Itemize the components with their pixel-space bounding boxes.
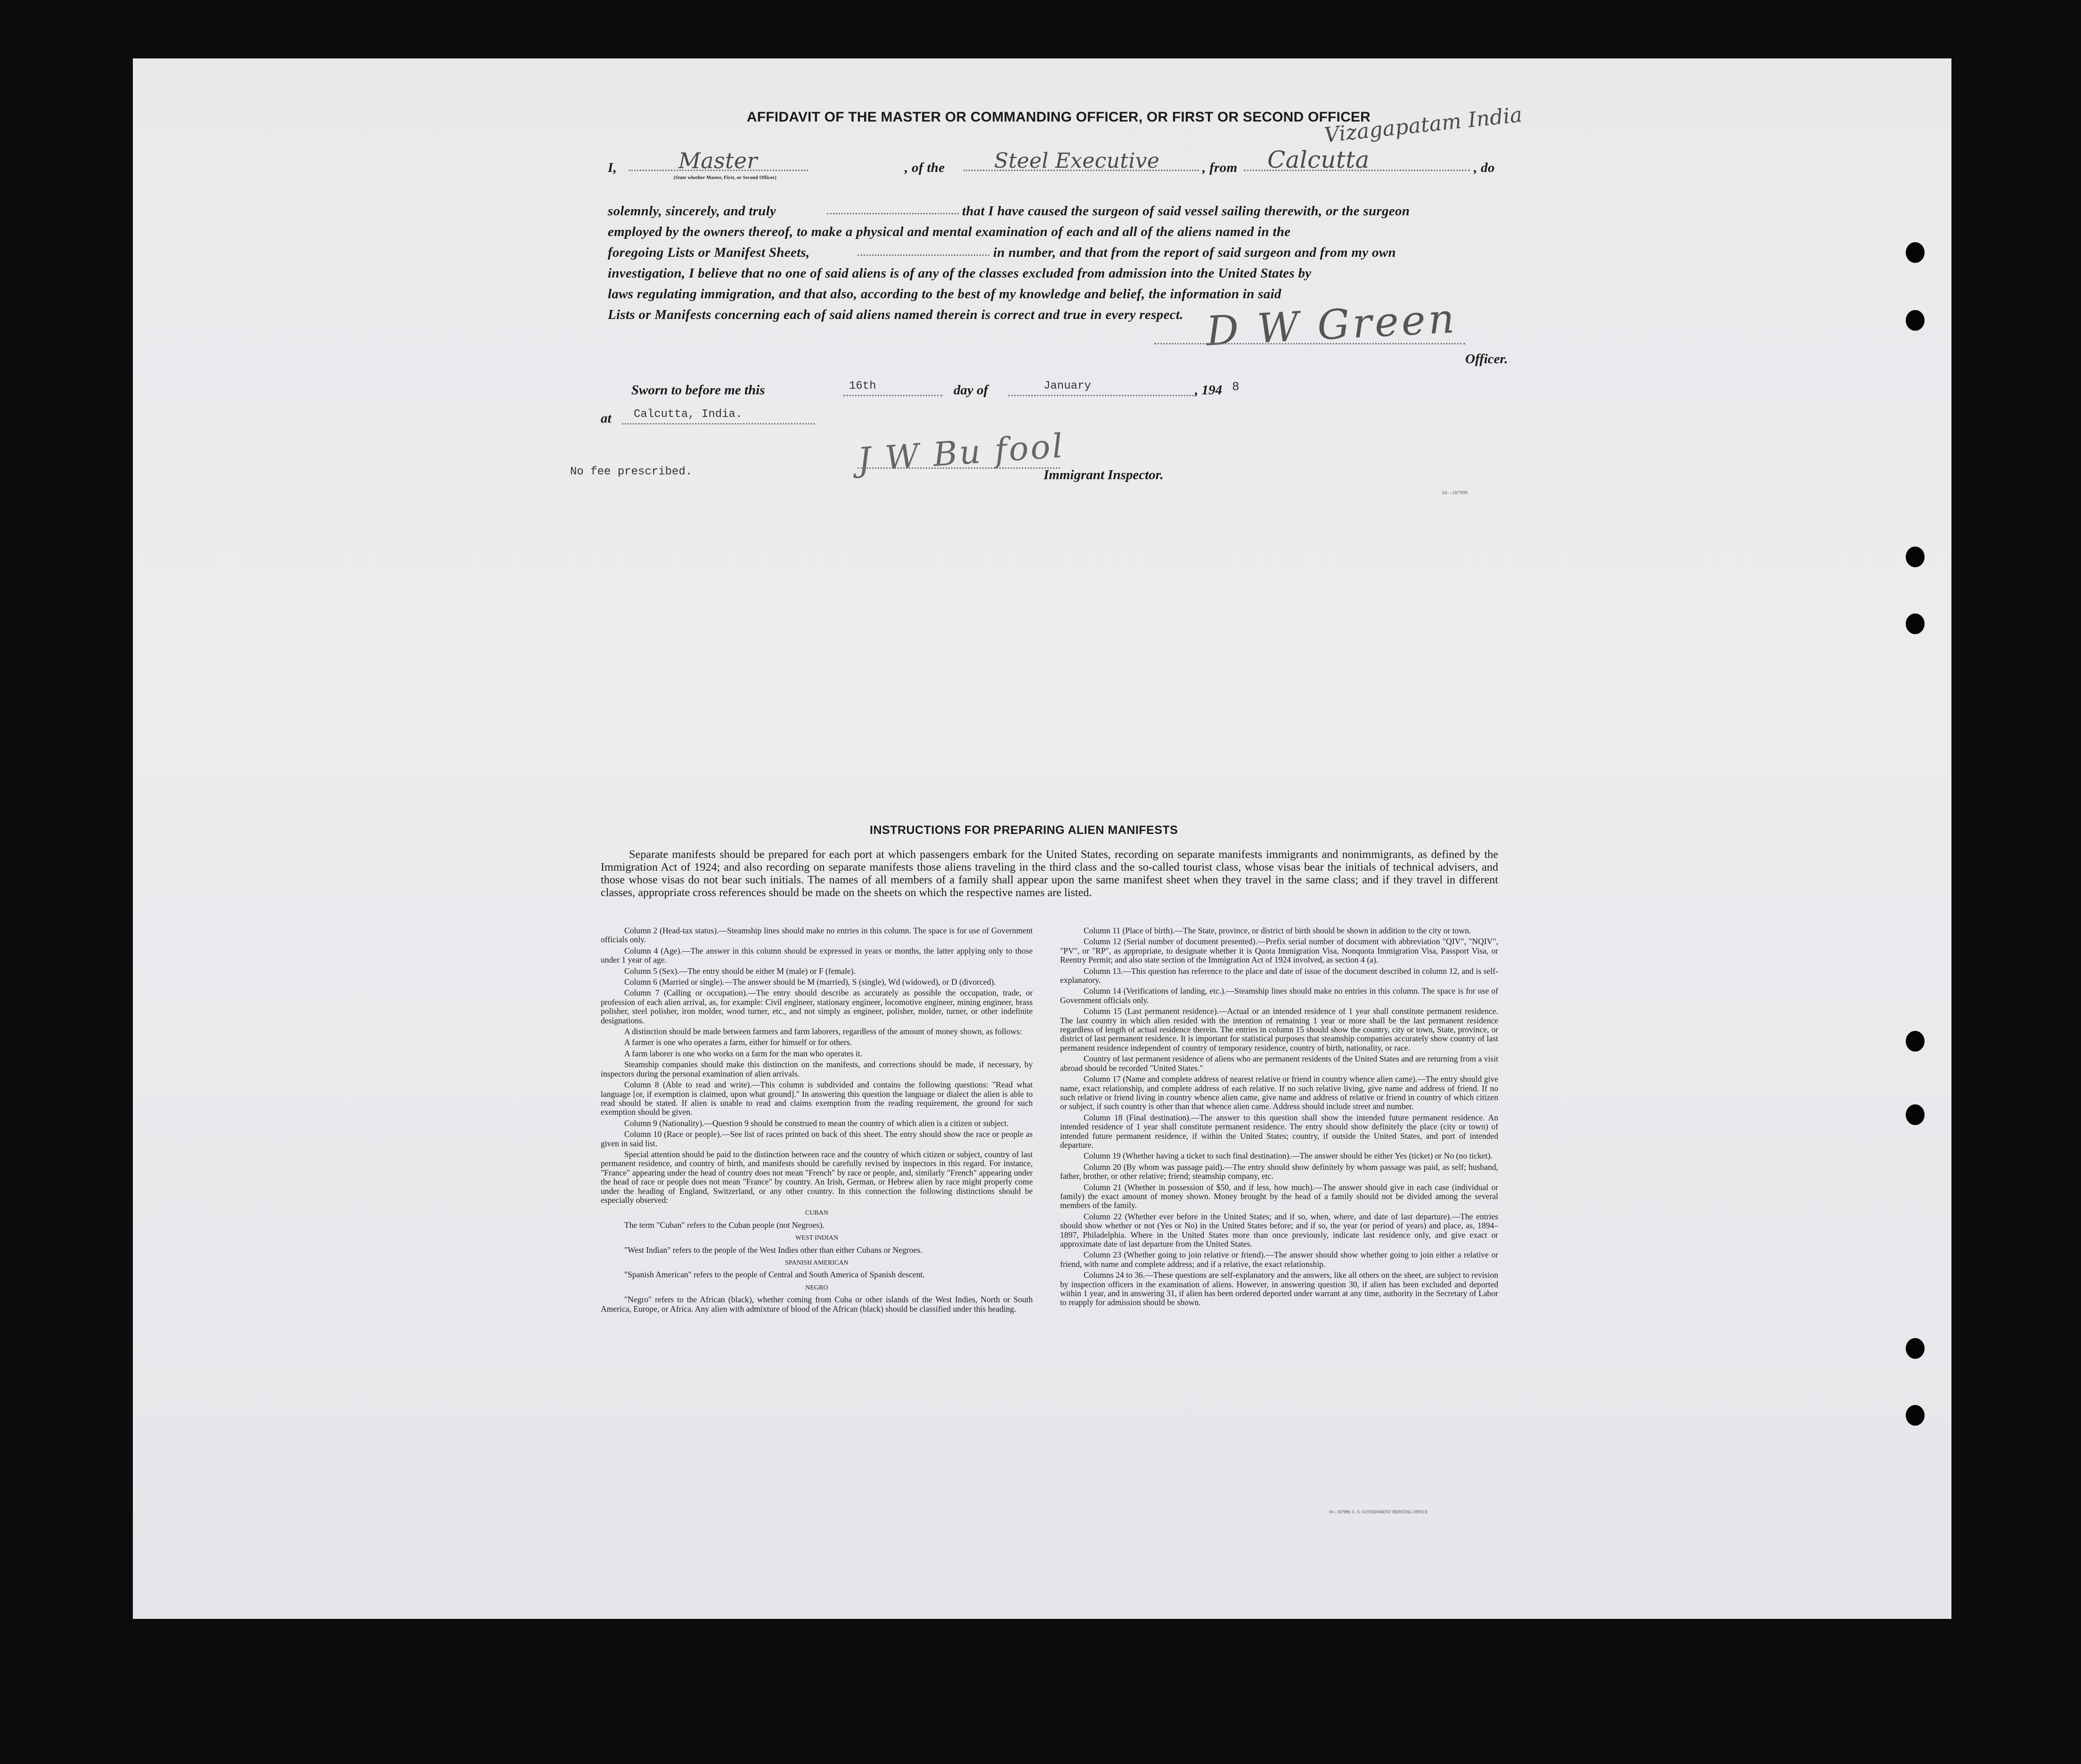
- inspector-label: Immigrant Inspector.: [1044, 467, 1164, 482]
- instruction-paragraph: A farm laborer is one who works on a farm for the man who operates it.: [624, 1048, 863, 1058]
- instructions-right-column: [1060, 926, 1498, 1309]
- instructions-title: INSTRUCTIONS FOR PREPARING ALIEN MANIFESTS: [870, 824, 1178, 837]
- port-value: Calcutta: [1267, 146, 1370, 173]
- binder-hole: [1906, 1031, 1925, 1052]
- instruction-paragraph: Column 6 (Married or single).—The answer should be M (married), S (single), Wd (widowed), or D (divorced).: [624, 977, 996, 987]
- form-number: 10—187999: [1442, 490, 1468, 496]
- heading-spanish-american: SPANISH AMERICAN: [785, 1259, 849, 1266]
- binder-hole: [1906, 1338, 1925, 1359]
- affidavit-line-6: laws regulating immigration, and that also, according to the best of my knowledge and belief, the information in said: [608, 286, 1281, 302]
- affidavit-line-7: Lists or Manifests concerning each of said aliens named therein is correct and true in every respect.: [608, 307, 1183, 322]
- officer-signature-line: [1154, 343, 1465, 344]
- instruction-paragraph: Column 21 (Whether in possession of $50, and if less, how much).—The answer should give in each case (individual or family) the exact amount of money shown. Money brought by the head of a family should not be divided among the several members of the family.: [1060, 1182, 1498, 1210]
- instruction-paragraph: Column 7 (Calling or occupation).—The entry should describe as accurately as possible the occupation, trade, or profession of each alien arrival, as, for example: Civil engineer, stationary engineer, locomotive engineer, mining engineer, brass polisher, steel polisher, iron molder, wood turner, etc., and not simply as engineer, polisher, molder, turner, or other indefinite designations.: [601, 988, 1033, 1025]
- heading-negro: NEGRO: [805, 1284, 828, 1291]
- instruction-paragraph: Column 11 (Place of birth).—The State, province, or district of birth should be shown in addition to the city or town.: [1084, 926, 1471, 935]
- instruction-paragraph: Column 15 (Last permanent residence).—Actual or an intended residence of 1 year shall constitute permanent residence. The last country in which alien resided with the intention of remaining 1 year or more shall be the last permanent residence regardless of length of actual residence therein. The entries in column 15 should show the country, city or town, State, province, or district of last permanent residence. It is important for statistical purposes that steamship companies accurately show country of last permanent residence independent of country of temporary residence, country of birth, nationality, or race.: [1060, 1006, 1498, 1053]
- sworn-day: 16th: [849, 380, 876, 392]
- instruction-paragraph: Column 10 (Race or people).—See list of races printed on back of this sheet. The entry should show the race or people as given in said list.: [601, 1129, 1033, 1148]
- instruction-paragraph: Country of last permanent residence of aliens who are permanent residents of the United States and are returning from a visit abroad should be recorded "United States.": [1060, 1054, 1498, 1073]
- instruction-paragraph: Steamship companies should make this distinction on the manifests, and corrections should be made, if necessary, by inspectors during the personal examination of alien arrivals.: [601, 1060, 1033, 1078]
- do-label: , do: [1474, 160, 1495, 175]
- instructions-left-column: [601, 926, 1033, 1315]
- binder-hole: [1906, 547, 1925, 567]
- instruction-paragraph: Columns 24 to 36.—These questions are self-explanatory and the answers, like all others on the sheet, are subject to revision by inspection officers in the examination of aliens. However, in answering question 30, if alien has been excluded and deported within 1 year, and in answering 31, if alien has been ordered deported under warrant at any time, authority in the Secretary of Labor to reapply for admission should be shown.: [1060, 1270, 1498, 1307]
- day-of-label: day of: [954, 383, 988, 398]
- instruction-paragraph: Column 12 (Serial number of document presented).—Prefix serial number of document with abbreviation "QIV", "NQIV", "PV", or "RP", as appropriate, to designate whether it is Quota Immigration Visa, Nonquota Immigration Visa, Passport Visa, or Reentry Permit; and also state section of the Immigration Act of 1924 involved, as section 4 (a).: [1060, 937, 1498, 965]
- sworn-month: January: [1044, 380, 1091, 392]
- instruction-paragraph: Column 18 (Final destination).—The answer to this question shall show the intended future permanent residence. An intended residence of 1 year shall constitute permanent residence. The entry should show definitely the place (city or town) of intended future permanent residence, if within the United States; country, if outside the United States, and port of intended departure.: [1060, 1112, 1498, 1150]
- port-added-value: Vizagapatam India: [1323, 103, 1524, 147]
- instruction-paragraph: A farmer is one who operates a farm, either for himself or for others.: [624, 1037, 852, 1047]
- place-value: Calcutta, India.: [634, 408, 743, 421]
- instructions-intro: Separate manifests should be prepared for each port at which passengers embark for the United States, recording on separate manifests immigrants and nonimmigrants, as defined by the Immigration Act of 1924; and also recording on separate manifests those aliens traveling in the third class and the so-called tourist class, whose visas bear the initials of technical advisers, and those whose visas do not bear such initials. The names of all members of a family shall appear upon the same manifest sheet when they travel in the same class; and if they travel in different classes, appropriate cross references should be made on the sheets on which the respective names are listed.: [601, 848, 1498, 899]
- instruction-paragraph: Column 5 (Sex).—The entry should be either M (male) or F (female).: [624, 966, 856, 976]
- printing-office-footer: 10—187999. U. S. GOVERNMENT PRINTING OFFICE: [1329, 1510, 1428, 1514]
- officer-signature: D W Green: [1205, 295, 1459, 355]
- instruction-paragraph: "Spanish American" refers to the people of Central and South America of Spanish descent.: [624, 1270, 925, 1280]
- of-the-label: , of the: [905, 160, 945, 175]
- instruction-paragraph: Column 13.—This question has reference to the place and date of issue of the document described in column 12, and is self-explanatory.: [1060, 966, 1498, 985]
- instruction-paragraph: Column 19 (Whether having a ticket to such final destination).—The answer should be either Yes (ticket) or No (no ticket).: [1084, 1151, 1493, 1161]
- from-label: , from: [1202, 160, 1238, 175]
- fee-note: No fee prescribed.: [570, 466, 693, 478]
- inspector-signature-line: [857, 467, 1060, 469]
- sworn-year-digit: 8: [1232, 380, 1240, 394]
- binder-hole: [1906, 242, 1925, 263]
- affidavit-title: AFFIDAVIT OF THE MASTER OR COMMANDING OFFICER, OR FIRST OR SECOND OFFICER: [747, 109, 1371, 125]
- instruction-paragraph: Column 8 (Able to read and write).—This column is subdivided and contains the following questions: "Read what language [or, if exemption is claimed, upon what ground]." In answering this question the language or dialect the alien is able to read should be stated. If alien is unable to read and claims exemption from the reading requirement, the ground for such exemption should be given.: [601, 1080, 1033, 1117]
- rank-caption: (State whether Master, First, or Second Officer): [674, 175, 777, 180]
- binder-hole: [1906, 613, 1925, 634]
- binder-hole: [1906, 1405, 1925, 1426]
- instruction-paragraph: Special attention should be paid to the distinction between race and the country of which citizen or subject, country of last permanent residence, and country of birth, and manifests should be carefully revised by inspectors in this regard. For instance, "France" appearing under the head of country does not mean "French" by race or people, and, similarly "French" appearing under the head of race or people does not mean "France" by country. An Irish, German, or Hebrew alien by race might properly come under the heading of England, Switzerland, or any other country. In this connection the following distinctions should be especially observed:: [601, 1149, 1033, 1205]
- instruction-paragraph: A distinction should be made between farmers and farm laborers, regardless of the amount of money shown, as follows:: [624, 1027, 1022, 1037]
- affidavit-line-5: investigation, I believe that no one of said aliens is of any of the classes excluded from admission into the United States by: [608, 266, 1312, 281]
- inspector-signature: J W Bu fool: [856, 426, 1066, 480]
- sworn-label: Sworn to before me this: [631, 383, 765, 398]
- instruction-paragraph: Column 9 (Nationality).—Question 9 should be construed to mean the country of which alien is a citizen or subject.: [624, 1118, 1009, 1128]
- at-label: at: [601, 411, 612, 426]
- instruction-paragraph: "Negro" refers to the African (black), whether coming from Cuba or other islands of the West Indies, North or South America, Europe, or Africa. Any alien with admixture of blood of the African (black) should be classified under this heading.: [601, 1295, 1033, 1314]
- binder-hole: [1906, 1104, 1925, 1125]
- officer-label: Officer.: [1465, 351, 1508, 367]
- rank-value: Master: [678, 148, 758, 173]
- instruction-paragraph: "West Indian" refers to the people of the West Indies other than either Cubans or Negroes.: [624, 1245, 922, 1255]
- affidavit-line-3: employed by the owners thereof, to make a physical and mental examination of each and all of the aliens named in the: [608, 224, 1291, 239]
- instruction-paragraph: Column 4 (Age).—The answer in this column should be expressed in years or months, the latter applying only to those under 1 year of age.: [601, 946, 1033, 965]
- heading-cuban: CUBAN: [805, 1209, 828, 1217]
- instruction-paragraph: The term "Cuban" refers to the Cuban people (not Negroes).: [624, 1220, 824, 1230]
- instruction-paragraph: Column 14 (Verifications of landing, etc.).—Steamship lines should make no entries in this column. The space is for use of Government officials only.: [1060, 986, 1498, 1005]
- instruction-paragraph: Column 2 (Head-tax status).—Steamship lines should make no entries in this column. The space is for use of Government officials only.: [601, 926, 1033, 945]
- instruction-paragraph: Column 17 (Name and complete address of nearest relative or friend in country whence alien came).—The entry should give name, exact relationship, and complete address of each relative. If no such relative living, give name and address of friend. If no such relative or friend living in country whence alien came, give name and address of relative or friend in country of which citizen or subject, if such country is other than that whence alien came. Address should include street and number.: [1060, 1074, 1498, 1111]
- instruction-paragraph: Column 22 (Whether ever before in the United States; and if so, when, where, and date of last departure).—The entries should show whether or not (Yes or No) in the United States before; and if so, the year (or period of years) and place, as, 1894–1897, Philadelphia. Where in the United States more than once previously, indicate last residence only, and give exact or approximate date of last departure from the United States.: [1060, 1211, 1498, 1249]
- binder-hole: [1906, 310, 1925, 331]
- vessel-value: Steel Executive: [994, 149, 1160, 173]
- instruction-paragraph: Column 23 (Whether going to join relative or friend).—The answer should show whether going to join either a relative or friend, with name and complete address; and if a relative, the exact relationship.: [1060, 1250, 1498, 1269]
- instruction-paragraph: Column 20 (By whom was passage paid).—The entry should show definitely by whom passage was paid, as self; husband, father, brother, or other relative; friend; steamship company, etc.: [1060, 1162, 1498, 1181]
- sworn-year-prefix: , 194: [1195, 383, 1222, 398]
- heading-west-indian: WEST INDIAN: [795, 1234, 839, 1242]
- i-label: I,: [608, 160, 617, 175]
